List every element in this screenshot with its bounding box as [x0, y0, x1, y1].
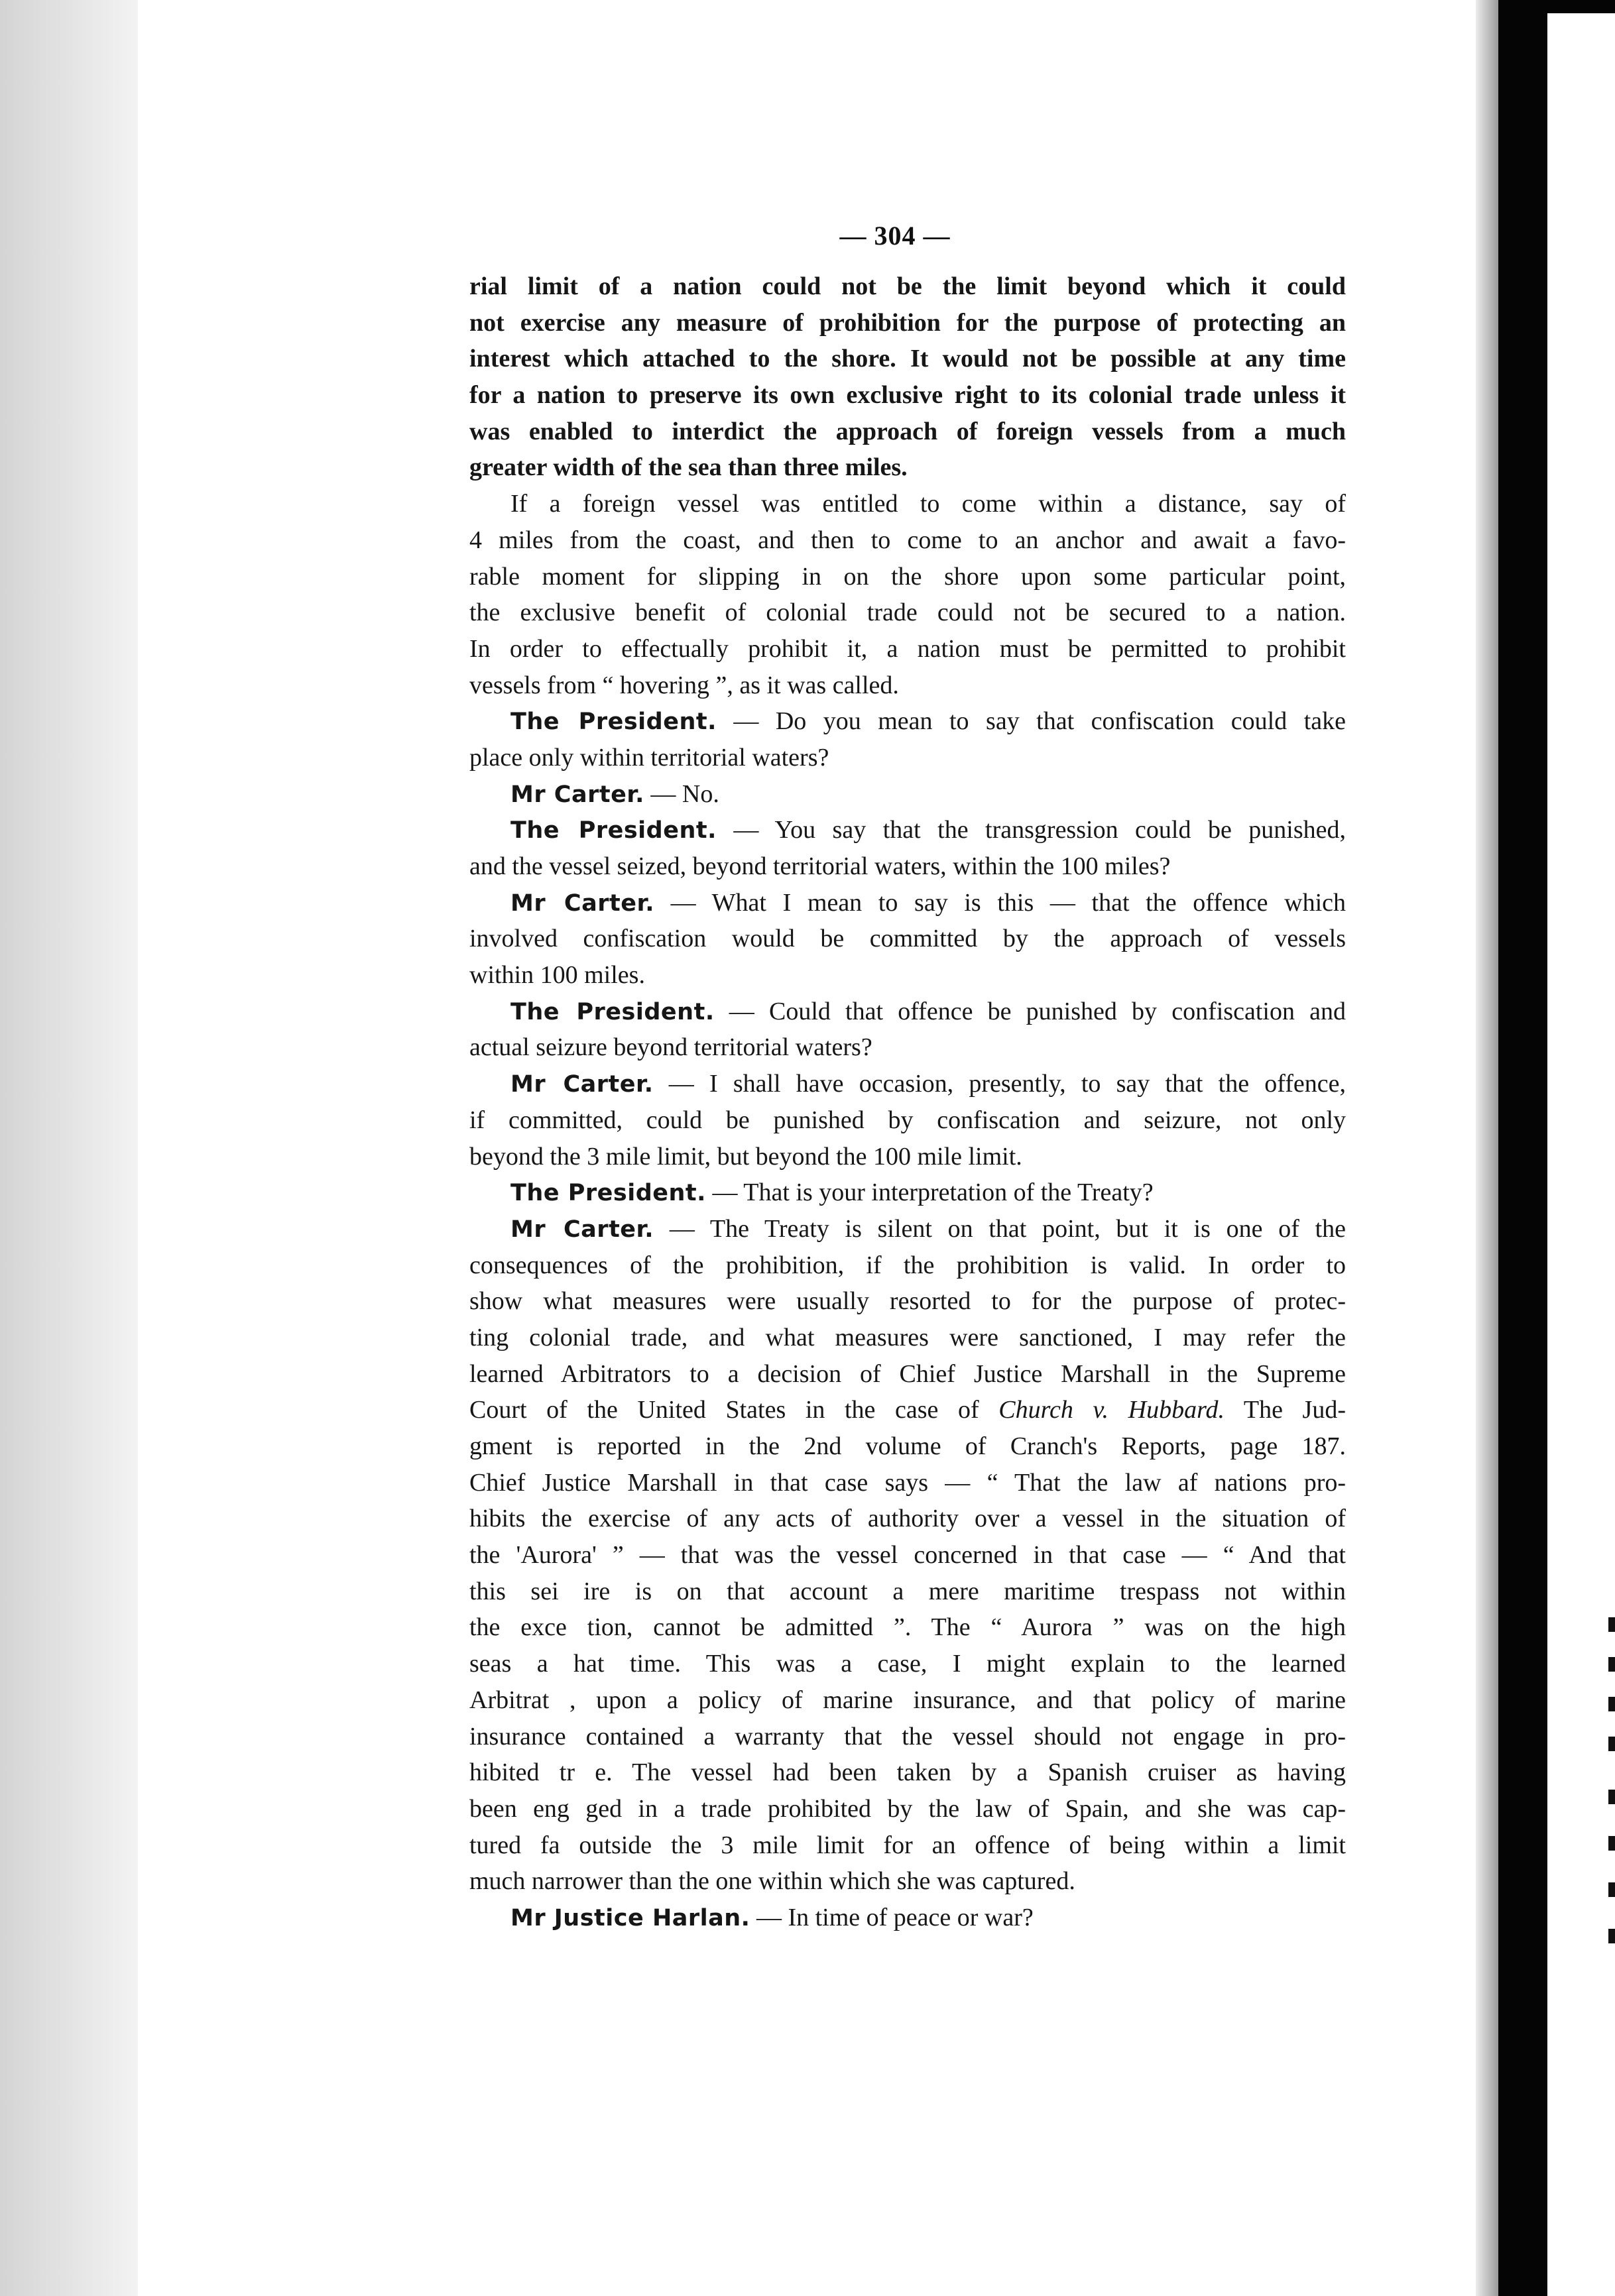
- text-line: [469, 1175, 1346, 1211]
- text-segment: The Jud-: [1224, 1396, 1346, 1424]
- text-line: interest which attached to the shore. It would not be possible at any time: [469, 345, 1346, 373]
- paragraph: [469, 268, 1346, 486]
- text-line: [469, 703, 1346, 740]
- speech-text: — Do you mean to say that confiscation could take: [716, 707, 1346, 736]
- text-line: not exercise any measure of prohibition for the purpose of protecting an: [469, 308, 1346, 337]
- text-line: this sei ire is on that account a mere maritime trespass not within: [469, 1577, 1346, 1605]
- speech-text: — What I mean to say is this — that the offence which: [654, 888, 1346, 917]
- text-line: the exclusive benefit of colonial trade could not be secured to a nation.: [469, 599, 1346, 627]
- text-line: and the vessel seized, beyond territorial waters, within the 100 miles?: [469, 852, 1171, 880]
- adjacent-page-strip: [1547, 13, 1615, 2296]
- dialogue-paragraph: [469, 1066, 1346, 1175]
- dialogue-paragraph: [469, 994, 1346, 1066]
- speech-text: — No.: [644, 779, 719, 808]
- speaker-name: The President.: [510, 1180, 706, 1207]
- dialogue-paragraph: [469, 703, 1346, 775]
- speaker-name: Mr Carter.: [510, 1216, 654, 1243]
- text-line: if committed, could be punished by confiscation and seizure, not only: [469, 1106, 1346, 1134]
- text-line: was enabled to interdict the approach of foreign vessels from a much: [469, 417, 1346, 445]
- text-line: rable moment for slipping in on the shore upon some particular point,: [469, 562, 1346, 591]
- text-line: rial limit of a nation could not be the limit beyond which it could: [469, 272, 1346, 300]
- case-citation: Church v. Hubbard.: [998, 1396, 1225, 1424]
- text-line: ting colonial trade, and what measures were sanctioned, I may refer the: [469, 1323, 1346, 1351]
- text-line: involved confiscation would be committed by the approach of vessels: [469, 925, 1346, 953]
- speaker-name: The President.: [510, 709, 717, 736]
- text-line: greater width of the sea than three miles.: [469, 453, 908, 482]
- text-line: [469, 1900, 1346, 1936]
- text-line: place only within territorial waters?: [469, 743, 829, 772]
- text-line: been eng ged in a trade prohibited by the law of Spain, and she was cap-: [469, 1794, 1346, 1823]
- speaker-name: Mr Carter.: [510, 890, 655, 917]
- speaker-name: The President.: [510, 998, 715, 1025]
- text-line: 4 miles from the coast, and then to come to an anchor and await a favo-: [469, 526, 1346, 554]
- page-edge-shadow: [1476, 0, 1498, 2296]
- speech-text: — Could that offence be punished by confiscation and: [714, 997, 1346, 1025]
- text-line: seas a hat time. This was a case, I might explain to the learned: [469, 1650, 1346, 1678]
- speaker-name: Mr Justice Harlan.: [510, 1904, 750, 1931]
- text-line: [469, 1211, 1346, 1247]
- paragraph: [469, 486, 1346, 703]
- text-line: much narrower than the one within which she was captured.: [469, 1867, 1075, 1896]
- text-line: hibited tr e. The vessel had been taken by a Spanish cruiser as having: [469, 1758, 1346, 1787]
- text-line: vessels from “ hovering ”, as it was called.: [469, 671, 899, 699]
- text-line: tured fa outside the 3 mile limit for an offence of being within a limit: [469, 1831, 1346, 1859]
- text-line: Chief Justice Marshall in that case says — “ That the law af nations pro-: [469, 1468, 1346, 1497]
- speech-text: — The Treaty is silent on that point, but it is one of the: [654, 1214, 1346, 1243]
- text-line: actual seizure beyond territorial waters?: [469, 1033, 872, 1062]
- dialogue-paragraph: [469, 1175, 1346, 1211]
- text-line: gment is reported in the 2nd volume of Cranch's Reports, page 187.: [469, 1432, 1346, 1460]
- body-text: [469, 268, 1346, 1936]
- speech-text: — In time of peace or war?: [750, 1903, 1034, 1931]
- speaker-name: The President.: [510, 817, 717, 844]
- text-line: Arbitrat , upon a policy of marine insurance, and that policy of marine: [469, 1686, 1346, 1714]
- dialogue-paragraph: [469, 1900, 1346, 1936]
- text-line: [469, 1392, 1346, 1428]
- text-line: [469, 1066, 1346, 1102]
- text-line: [469, 994, 1346, 1030]
- speech-text: — That is your interpretation of the Treaty?: [705, 1178, 1154, 1207]
- text-line: for a nation to preserve its own exclusive right to its colonial trade unless it: [469, 381, 1346, 410]
- text-line: consequences of the prohibition, if the prohibition is valid. In order to: [469, 1251, 1346, 1279]
- left-gutter: [0, 0, 138, 2296]
- dialogue-paragraph: [469, 1211, 1346, 1900]
- text-line: the exce tion, cannot be admitted ”. The “ Aurora ” was on the high: [469, 1613, 1346, 1642]
- text-line: In order to effectually prohibit it, a nation must be permitted to prohibit: [469, 634, 1346, 663]
- text-line: beyond the 3 mile limit, but beyond the 100 mile limit.: [469, 1142, 1022, 1171]
- text-line: show what measures were usually resorted to for the purpose of protec-: [469, 1287, 1346, 1316]
- text-line: [469, 812, 1346, 848]
- dialogue-paragraph: [469, 776, 1346, 813]
- text-line: [469, 776, 1346, 813]
- speaker-name: Mr Carter.: [510, 781, 644, 808]
- text-line: within 100 miles.: [469, 961, 645, 990]
- dialogue-paragraph: [469, 885, 1346, 994]
- text-line: If a foreign vessel was entitled to come within a distance, say of: [510, 490, 1346, 518]
- text-line: the 'Aurora' ” — that was the vessel concerned in that case — “ And that: [469, 1541, 1346, 1570]
- page-number: — 304 —: [839, 221, 951, 251]
- text-line: learned Arbitrators to a decision of Chief Justice Marshall in the Supreme: [469, 1359, 1346, 1388]
- text-line: hibits the exercise of any acts of authority over a vessel in the situation of: [469, 1505, 1346, 1533]
- dialogue-paragraph: [469, 812, 1346, 884]
- speech-text: — You say that the transgression could be punished,: [716, 816, 1346, 844]
- text-segment: Court of the United States in the case of: [469, 1396, 999, 1424]
- adjacent-page-marks: [1608, 1617, 1615, 1949]
- text-line: [469, 885, 1346, 921]
- text-line: insurance contained a warranty that the vessel should not engage in pro-: [469, 1722, 1346, 1751]
- speaker-name: Mr Carter.: [510, 1071, 654, 1098]
- speech-text: — I shall have occasion, presently, to say that the offence,: [653, 1070, 1346, 1098]
